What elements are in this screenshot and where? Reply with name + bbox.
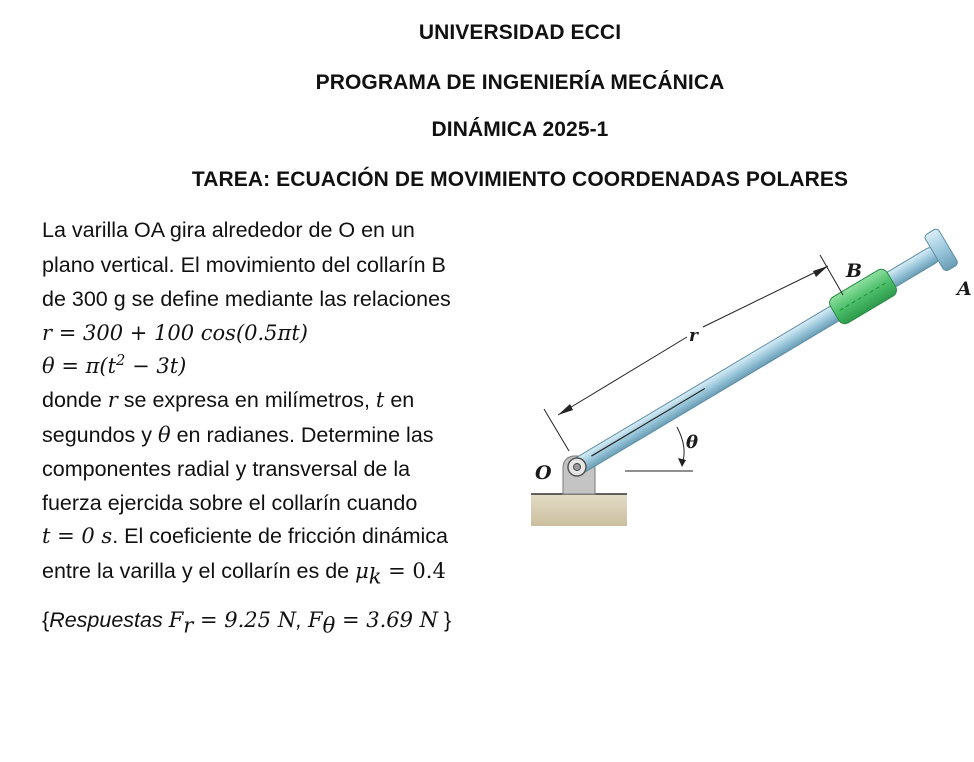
problem-line-8: componentes radial y transversal de la — [42, 457, 411, 481]
label-a: A — [957, 278, 972, 300]
equation-theta-exp: 2 — [116, 352, 126, 369]
problem-line-9: fuerza ejercida sobre el collarín cuando — [42, 491, 418, 515]
dimension-r — [544, 255, 843, 451]
equation-theta — [42, 353, 186, 379]
line6-b: se expresa en milímetros, — [117, 388, 376, 412]
university-title: UNIVERSIDAD ECCI — [418, 21, 622, 44]
line10-b: . El coeficiente de fricción dinámica — [112, 524, 449, 548]
answer-ft-symbol: F — [308, 608, 323, 632]
answer-ft-value: = 3.69 N — [335, 608, 439, 632]
answer-sep: , — [296, 608, 309, 632]
symbol-t: t — [375, 388, 385, 412]
answer-open: { — [42, 608, 50, 632]
answer-fr-sub: r — [183, 613, 194, 638]
label-o: O — [535, 462, 552, 484]
problem-line-7 — [42, 422, 434, 448]
label-b: B — [846, 260, 863, 282]
assignment-title: TAREA: ECUACIÓN DE MOVIMIENTO COORDENADAS POLARES — [191, 168, 849, 191]
label-r: r — [689, 326, 698, 346]
line7-a: segundos y — [42, 423, 158, 447]
problem-line-1: La varilla OA gira alrededor de O en un — [42, 218, 415, 242]
collar-b — [827, 267, 899, 327]
problem-line-6 — [42, 387, 414, 413]
equation-theta-post: − 3t) — [125, 354, 187, 378]
mu-value: = 0.4 — [381, 559, 446, 583]
equation-theta-pre: θ = π(t — [42, 354, 117, 378]
course-title: DINÁMICA 2025-1 — [431, 118, 609, 141]
problem-line-10 — [42, 523, 448, 549]
ground-base — [531, 494, 627, 526]
answer-fr-symbol: F — [168, 608, 184, 632]
answer-close: } — [438, 608, 452, 632]
problem-line-11 — [42, 558, 446, 589]
line6-c: en — [384, 388, 415, 412]
symbol-mu: μ — [355, 559, 369, 583]
label-theta: θ — [686, 432, 699, 453]
symbol-theta: θ — [157, 423, 171, 447]
problem-line-3: de 300 g se define mediante las relaciones — [42, 287, 451, 311]
problem-line-2: plano vertical. El movimiento del collarín B — [42, 253, 446, 277]
rod-group — [559, 228, 959, 490]
answer-ft-sub: θ — [322, 613, 336, 638]
equation-r: r = 300 + 100 cos(0.5πt) — [42, 321, 308, 345]
answer-fr-value: = 9.25 N — [193, 608, 297, 632]
answer-label: Respuestas — [49, 608, 169, 632]
time-value: t = 0 s — [42, 524, 113, 548]
line7-b: en radianes. Determine las — [170, 423, 434, 447]
symbol-r: r — [107, 388, 118, 412]
program-title: PROGRAMA DE INGENIERÍA MECÁNICA — [315, 71, 725, 94]
line6-a: donde — [42, 388, 108, 412]
symbol-mu-sub: k — [368, 564, 382, 589]
answer-line — [42, 607, 452, 638]
rod-collar-figure — [525, 222, 974, 534]
line11-a: entre la varilla y el collarín es de — [42, 559, 356, 583]
